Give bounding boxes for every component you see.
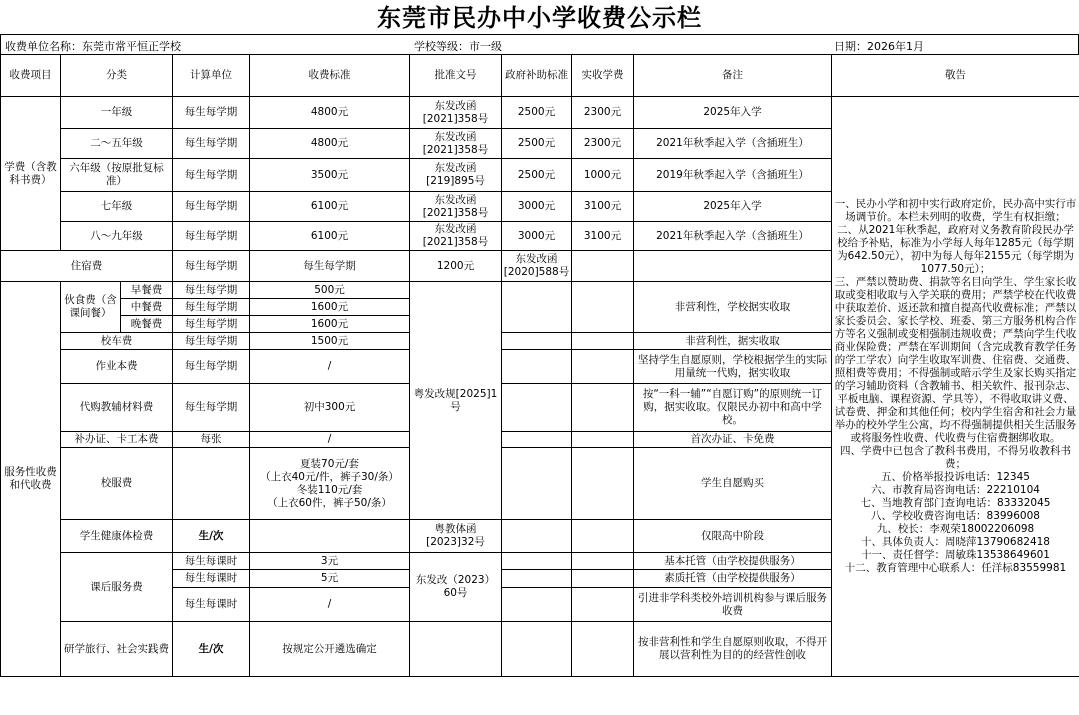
remark-cell: 仅限高中阶段 [634, 520, 832, 553]
unit-cell: 每生每学期 [173, 159, 250, 192]
fee-name: 课后服务费 [61, 553, 173, 622]
fee-name: 作业本费 [61, 350, 173, 384]
meals-label: 伙食费（含课间餐） [61, 282, 121, 333]
remark-cell: 学生自愿购买 [634, 448, 832, 520]
standard-cell: 500元 [250, 282, 410, 299]
empty-cell [502, 448, 572, 520]
approval-cell: 东发改函[219]895号 [410, 159, 502, 192]
page-title: 东莞市民办中小学收费公示栏 [377, 3, 702, 32]
empty-cell [572, 448, 634, 520]
unit-cell: 生/次 [173, 622, 250, 677]
empty-cell [634, 251, 832, 282]
unit-cell: 每生每学期 [173, 316, 250, 333]
unit-cell: 每生每学期 [173, 299, 250, 316]
remark-cell: 2025年入学 [634, 192, 832, 222]
empty-cell [173, 448, 250, 520]
unit-cell: 每生每学期 [173, 222, 250, 251]
notice-line: 十一、责任督学：周敏珠13538649601 [861, 549, 1050, 561]
table-row [1, 97, 1079, 129]
unit-cell: 每生每课时 [173, 553, 250, 570]
subsidy-cell: 东发改函[2020]588号 [502, 251, 572, 282]
service-label: 服务性收费和代收费 [1, 282, 61, 677]
unit-cell: 生/次 [173, 520, 250, 553]
standard-cell: 4800元 [250, 129, 410, 159]
empty-cell [572, 384, 634, 432]
approval-cell: 东发改函[2021]358号 [410, 222, 502, 251]
standard-cell: 初中300元 [250, 384, 410, 432]
approval-cell: 1200元 [410, 251, 502, 282]
remark-cell: 2025年入学 [634, 97, 832, 129]
empty-cell [572, 553, 634, 570]
standard-cell: / [250, 350, 410, 384]
notice-cell [832, 97, 1079, 677]
empty-cell [250, 520, 410, 553]
meal-name: 早餐费 [121, 282, 173, 299]
uniform-line: 夏装70元/套 [300, 457, 359, 470]
approval-cell: 东发改函[2021]358号 [410, 192, 502, 222]
empty-cell [572, 333, 634, 350]
empty-cell [502, 282, 572, 333]
header-row [1, 55, 1079, 97]
category-cell: 二～五年级 [61, 129, 173, 159]
fee-table [0, 54, 1079, 677]
remark-cell: 基本托管（由学校提供服务） [634, 553, 832, 570]
fee-name: 补办证、卡工本费 [61, 432, 173, 448]
remark-cell: 按“一科一辅”“自愿订购”的原则统一订购，据实收取。仅限民办初中和高中学校。 [634, 384, 832, 432]
unit-cell: 每生每学期 [173, 350, 250, 384]
empty-cell [502, 350, 572, 384]
empty-cell [502, 432, 572, 448]
col-actual: 实收学费 [572, 55, 634, 97]
standard-cell [250, 448, 410, 520]
empty-cell [410, 622, 502, 677]
meal-name: 中餐费 [121, 299, 173, 316]
fee-name: 学生健康体检费 [61, 520, 173, 553]
unit-cell: 每生每学期 [173, 251, 250, 282]
approval-cell: 东发改（2023）60号 [410, 553, 502, 622]
remark-cell: 2019年秋季起入学（含插班生） [634, 159, 832, 192]
uniform-line: （上衣40元/件，裤子30/条） [260, 470, 399, 483]
empty-cell [502, 622, 572, 677]
date: 日期：2026年1月 [834, 40, 924, 53]
approval-cell: 粤发改规[2025]1号 [410, 282, 502, 520]
standard-cell: 3元 [250, 553, 410, 570]
notice-line: 十、具体负责人：周晓萍13790682418 [861, 536, 1050, 548]
remark-cell: 按非营利性和学生自愿原则收取，不得开展以营利性为目的的经营性创收 [634, 622, 832, 677]
notice-line: 八、学校收费咨询电话：83996008 [871, 510, 1040, 522]
remark-cell: 2021年秋季起入学（含插班生） [634, 129, 832, 159]
col-remark: 备注 [634, 55, 832, 97]
remark-cell: 2021年秋季起入学（含插班生） [634, 222, 832, 251]
notice-line: 三、严禁以赞助费、捐款等名目向学生、学生家长收取或变相收取与入学关联的费用；严禁学校在代收费中获取差价、返还款和擅自提高代收费标准；严禁以家长委员会、家长学校、班委、第三方服务机构合作方等名义强制或变相强制违规收费；严禁向学生代收商业保险费；严禁在军训期间（含完成教育教学任务的学工学农）向学生收取军训费、住宿费、交通费、照相费等费用；不得强制或暗示学生及家长购买指定的学习辅助资料（含教辅书、相关软件、报刊杂志、平板电脑、课程资源、学具等），不得收取讲义费、试卷费、押金和其他任何；校内学生宿舍和社会力量举办的校外学生公寓，均不得强制提供相关生活服务或将服务性收费、代收费与住宿费捆绑收取。 [834, 276, 1077, 444]
unit-cell: 每生每学期 [173, 97, 250, 129]
remark-cell: 非营利性，据实收取 [634, 333, 832, 350]
notice-line: 七、当地教育部门查询电话：83332045 [860, 497, 1051, 509]
unit-cell: 每生每学期 [173, 192, 250, 222]
standard-cell: 1500元 [250, 333, 410, 350]
col-subsidy: 政府补助标准 [502, 55, 572, 97]
remark-cell: 首次办证、卡免费 [634, 432, 832, 448]
notice-line: 四、学费中已包含了教科书费用，不得另收教科书费； [840, 445, 1071, 470]
meal-name: 晚餐费 [121, 316, 173, 333]
category-cell: 六年级（按原批复标准） [61, 159, 173, 192]
standard-cell: 6100元 [250, 192, 410, 222]
approval-cell: 东发改函[2021]358号 [410, 129, 502, 159]
unit-cell: 每生每学期 [173, 333, 250, 350]
remark-cell: 坚持学生自愿原则，学校根据学生的实际用量统一代购，据实收取 [634, 350, 832, 384]
remark-cell: 引进非学科类校外培训机构参与课后服务收费 [634, 588, 832, 622]
col-category: 分类 [61, 55, 173, 97]
empty-cell [502, 588, 572, 622]
fee-name: 代购教辅材料费 [61, 384, 173, 432]
standard-cell: / [250, 588, 410, 622]
empty-cell [572, 588, 634, 622]
notice-line: 六、市教育局咨询电话：22210104 [871, 484, 1040, 496]
empty-cell [572, 570, 634, 588]
empty-cell [572, 350, 634, 384]
standard-cell: 6100元 [250, 222, 410, 251]
col-unit: 计算单位 [173, 55, 250, 97]
standard-cell: 4800元 [250, 97, 410, 129]
notice-line: 五、价格举报投诉电话：12345 [881, 471, 1030, 483]
col-standard: 收费标准 [250, 55, 410, 97]
approval-cell: 粤教体函[2023]32号 [410, 520, 502, 553]
unit-cell: 每生每课时 [173, 570, 250, 588]
standard-cell: 1600元 [250, 299, 410, 316]
school-level: 学校等级：市一级 [414, 40, 502, 53]
remark-cell: 素质托管（由学校提供服务） [634, 570, 832, 588]
standard-cell: 按规定公开遴选确定 [250, 622, 410, 677]
lodging-label: 住宿费 [1, 251, 173, 282]
remark-cell: 非营利性，学校据实收取 [634, 282, 832, 333]
category-cell: 七年级 [61, 192, 173, 222]
col-item: 收费项目 [1, 55, 61, 97]
unit-cell: 每生每学期 [173, 282, 250, 299]
standard-cell: 1600元 [250, 316, 410, 333]
standard-cell: 5元 [250, 570, 410, 588]
uniform-line: （上衣60件，裤子50/条） [267, 496, 392, 509]
col-notice: 敬告 [832, 55, 1079, 97]
empty-cell [502, 384, 572, 432]
school-name: 收费单位名称：东莞市常平恒正学校 [5, 40, 181, 53]
actual-cell: 3100元 [572, 222, 634, 251]
subsidy-cell: 2500元 [502, 129, 572, 159]
empty-cell [502, 553, 572, 570]
category-cell: 一年级 [61, 97, 173, 129]
empty-cell [502, 570, 572, 588]
uniform-line: 冬装110元/套 [296, 483, 363, 496]
unit-cell: 每生每学期 [173, 384, 250, 432]
tuition-label: 学费（含教科书费） [1, 97, 61, 251]
unit-cell: 每张 [173, 432, 250, 448]
subsidy-cell: 2500元 [502, 159, 572, 192]
fee-name: 校车费 [61, 333, 173, 350]
standard-cell: / [250, 432, 410, 448]
category-cell: 八～九年级 [61, 222, 173, 251]
info-bar [0, 34, 1079, 55]
empty-cell [502, 333, 572, 350]
empty-cell [572, 520, 634, 553]
actual-cell: 2300元 [572, 129, 634, 159]
empty-cell [572, 622, 634, 677]
subsidy-cell: 3000元 [502, 192, 572, 222]
subsidy-cell: 2500元 [502, 97, 572, 129]
notice-line: 九、校长：李观荣18002206098 [876, 523, 1035, 535]
unit-cell: 每生每课时 [173, 588, 250, 622]
col-approval: 批准文号 [410, 55, 502, 97]
approval-cell: 东发改函[2021]358号 [410, 97, 502, 129]
fee-name: 校服费 [61, 448, 173, 520]
actual-cell: 2300元 [572, 97, 634, 129]
standard-cell: 每生每学期 [250, 251, 410, 282]
fee-name: 研学旅行、社会实践费 [61, 622, 173, 677]
notice-line: 十二、教育管理中心联系人：任洋标83559981 [844, 562, 1067, 574]
actual-cell: 1000元 [572, 159, 634, 192]
empty-cell [572, 251, 634, 282]
unit-cell: 每生每学期 [173, 129, 250, 159]
empty-cell [572, 432, 634, 448]
notice-line: 一、民办小学和初中实行政府定价，民办高中实行市场调节价。本栏未列明的收费，学生有权拒缴； [834, 198, 1077, 223]
empty-cell [502, 520, 572, 553]
subsidy-cell: 3000元 [502, 222, 572, 251]
notice-line: 二、从2021年秋季起，政府对义务教育阶段民办学校给予补贴，标准为小学每人每年1285元（每学期为642.50元），初中为每人每年2155元（每学期为1077.50元）； [837, 224, 1074, 275]
standard-cell: 3500元 [250, 159, 410, 192]
actual-cell: 3100元 [572, 192, 634, 222]
empty-cell [572, 282, 634, 333]
